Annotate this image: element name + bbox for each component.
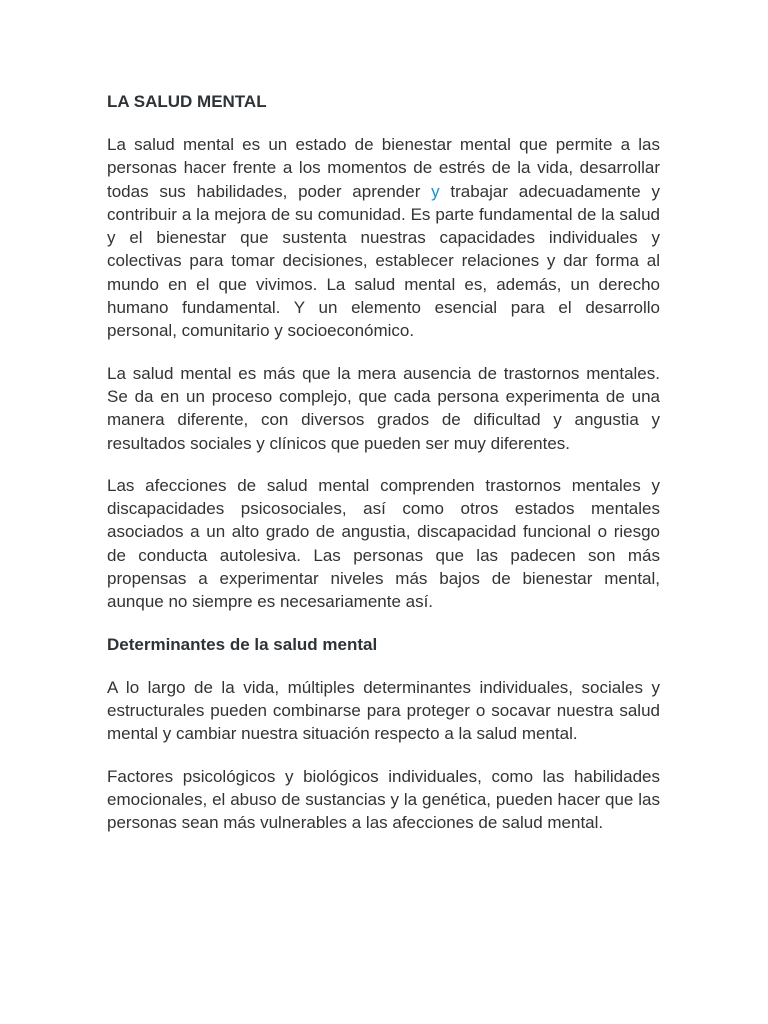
paragraph-2: La salud mental es más que la mera ausencia de trastornos mentales. Se da en un proceso complejo, que cada persona experimenta de una manera diferente, con diversos grados de dificultad y angustia y resultados sociales y clínicos que pueden ser muy diferentes. (107, 363, 660, 453)
paragraph-1-text-start: La salud mental es un estado de bienestar mental que permite a las personas hacer frente a los momentos de estrés de la vida, desarrollar todas sus habilidades, poder aprender (107, 135, 660, 201)
section-heading: Determinantes de la salud mental (107, 634, 378, 654)
paragraph-5: Factores psicológicos y biológicos individuales, como las habilidades emocionales, el abuso de sustancias y la genética, pueden hacer que las personas sean más vulnerables a las afecciones de salud mental. (107, 766, 660, 833)
paragraph-4: A lo largo de la vida, múltiples determinantes individuales, sociales y estructurales pueden combinarse para proteger o socavar nuestra salud mental y cambiar nuestra situación respecto a la salud mental. (107, 677, 660, 744)
inline-link-y[interactable]: y (431, 181, 440, 201)
paragraph-1 (107, 133, 660, 343)
document-title: LA SALUD MENTAL (107, 92, 267, 111)
document-page (107, 90, 660, 853)
paragraph-1-text-end: trabajar adecuadamente y contribuir a la mejora de su comunidad. Es parte fundamental de la salud y el bienestar que sustenta nuestras capacidades individuales y colectivas para tomar decisiones, establecer relaciones y dar forma al mundo en el que vivimos. La salud mental es, además, un derecho humano fundamental. Y un elemento esencial para el desarrollo personal, comunitario y socioeconómico. (107, 181, 660, 341)
paragraph-3: Las afecciones de salud mental comprenden trastornos mentales y discapacidades psicosociales, así como otros estados mentales asociados a un alto grado de angustia, discapacidad funcional o riesgo de conducta autolesiva. Las personas que las padecen son más propensas a experimentar niveles más bajos de bienestar mental, aunque no siempre es necesariamente así. (107, 475, 660, 612)
